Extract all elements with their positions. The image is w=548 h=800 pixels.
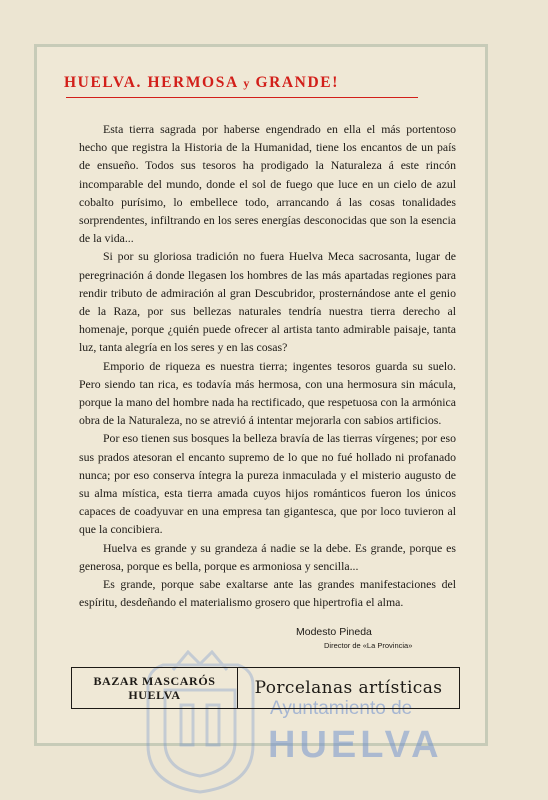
signature-role: Director de «La Provincia»: [324, 641, 413, 650]
paragraph-4: Por eso tienen sus bosques la belleza bravía de las tierras vírgenes; por eso sus prados atesoran el encanto supremo de lo que no fué hollado ni profanado nunca; por eso conserva íntegra la pureza inmaculada y el misterio augusto de su alma mística, esta tierra amada cuyos hijos románticos fueron los únicos capaces de coadyuvar en una empresa tan gigantesca, que por loco tuvieron al que la concibiera.: [79, 431, 456, 537]
advertisement-product: Porcelanas artísticas: [254, 678, 443, 698]
watermark-line-1: Ayuntamiento de: [270, 698, 413, 719]
title-underline: [66, 97, 418, 98]
shop-city: HUELVA: [128, 688, 181, 702]
watermark-line-2: HUELVA: [268, 724, 443, 766]
paragraph-2: Si por su gloriosa tradición no fuera Huelva Meca sacrosanta, lugar de peregrinación á donde llegasen los hombres de las más apartadas regiones para rendir tributo de admiración al gran Descubridor, prosternándose ante el genio de la Raza, por sus bellezas naturales tendría nuestra tierra derecho al homenaje, porque ¿quién puede ofrecer al artista tanto admirable paisaje, tanta luz, tanta alegría en los seres y en las cosas?: [79, 249, 456, 355]
advertisement-box: [71, 667, 460, 709]
paragraph-5: Huelva es grande y su grandeza á nadie se la debe. Es grande, porque es generosa, porque es bella, porque es armoniosa y sencilla...: [79, 540, 456, 573]
paragraph-3: Emporio de riqueza es nuestra tierra; ingentes tesoros guarda su suelo. Pero siendo tan rica, es todavía más hermosa, con una hermosura sin mácula, porque la mano del hombre nada ha rectificado, que respetuosa con la armónica obra de la Naturaleza, no se atrevió á intentar mejorarla con sabios artificios.: [79, 358, 456, 428]
paragraph-1: Esta tierra sagrada por haberse engendrado en ella el más portentoso hecho que registra la Historia de la Humanidad, tiene los encantos de un país de ensueño. Todos sus tesoros ha prodigado la Naturaleza á este rincón incomparable del mundo, donde el sol de fuego que luce en un cielo de azul cobalto purísimo, lo embellece todo, arrancando á las cosas tonalidades sorprendentes, infiltrando en los seres energías desconocidas que son la esencia de la vida...: [79, 122, 456, 246]
article-body: [79, 120, 456, 611]
article-title: [64, 74, 424, 92]
paragraph-6: Es grande, porque sabe exaltarse ante las grandes manifestaciones del espíritu, desdeñando el materialismo grosero que hipertrofia el alma.: [79, 577, 456, 610]
title-conjunction: y: [243, 76, 250, 90]
title-part-2: GRANDE!: [249, 74, 339, 91]
shop-name: BAZAR MASCARÓS: [93, 674, 216, 688]
advertisement-shop: [72, 668, 238, 708]
title-part-1: HUELVA. HERMOSA: [64, 74, 244, 91]
signature-name: Modesto Pineda: [296, 626, 372, 638]
